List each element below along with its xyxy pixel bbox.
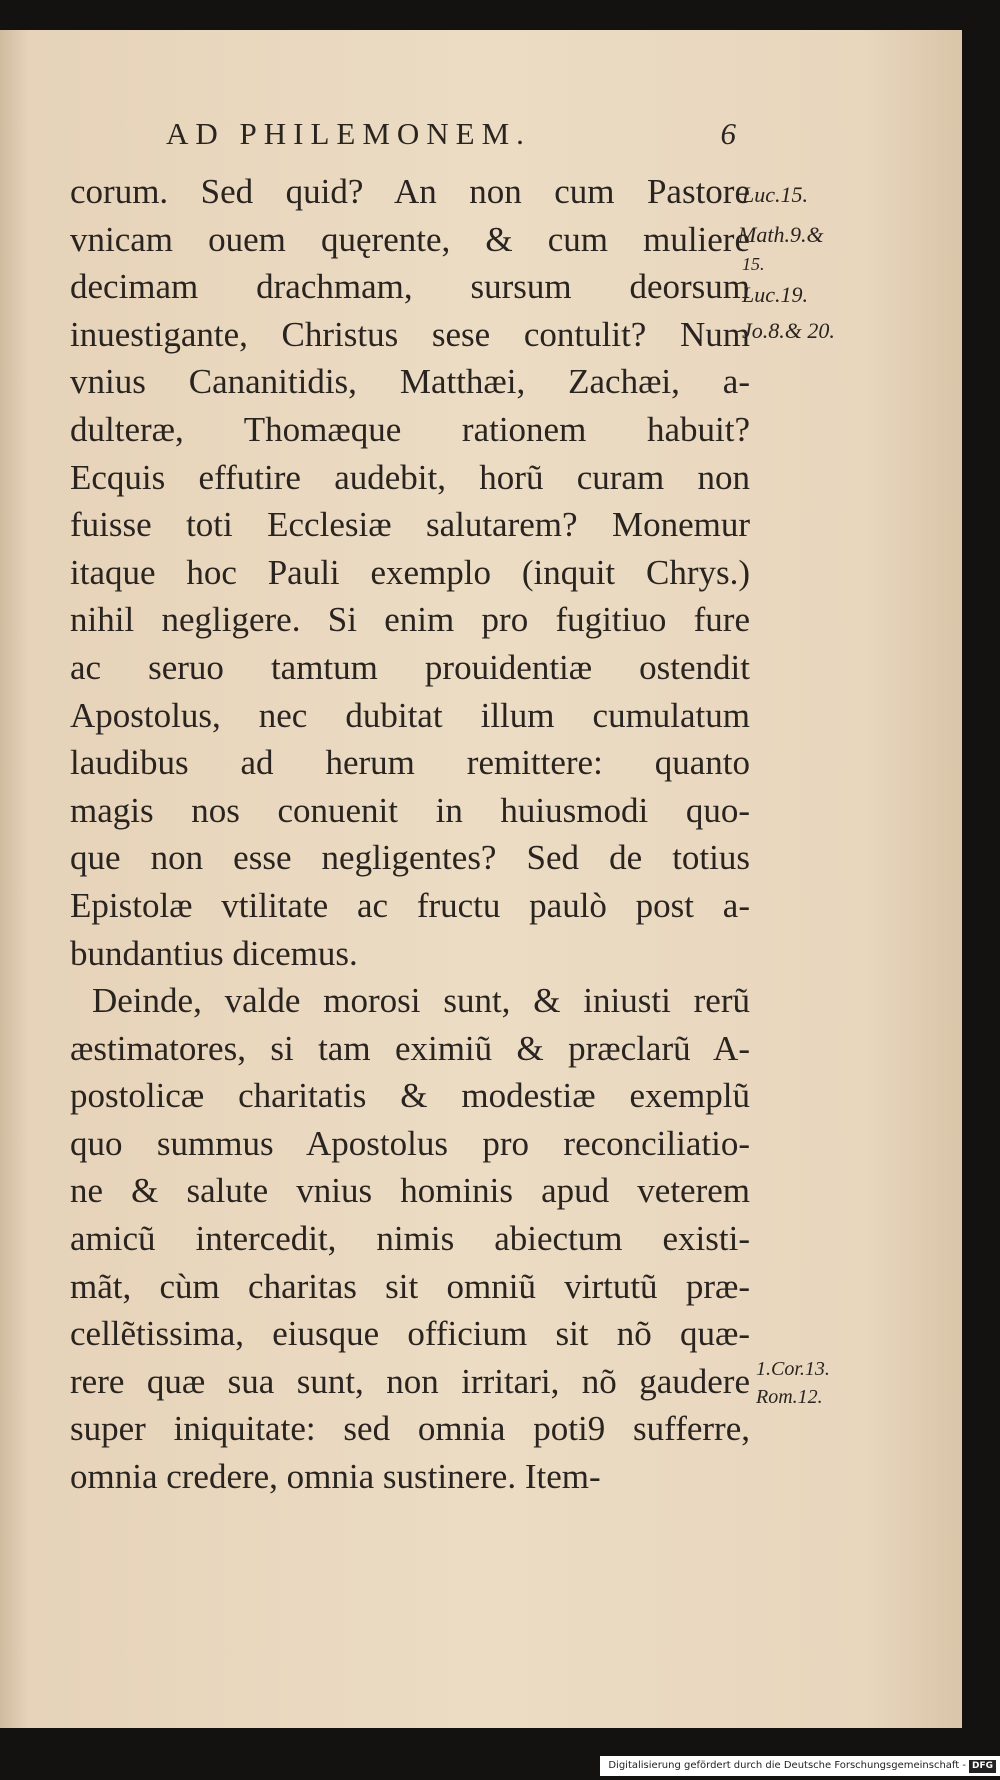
page-number: 6 bbox=[720, 116, 736, 151]
text-line: Deinde, valde morosi sunt, & iniusti rerũ bbox=[92, 981, 750, 1021]
text-line: rere quæ sua sunt, non irritari, nõ gaudere bbox=[70, 1361, 750, 1401]
text-line: decimam drachmam, sursum deorsum bbox=[70, 267, 750, 307]
marginal-note: Math.9.& bbox=[738, 222, 824, 247]
text-line: mãt, cùm charitas sit omniũ virtutũ præ- bbox=[70, 1266, 750, 1306]
text-line: corum. Sed quid? An non cum Pastore bbox=[70, 172, 750, 211]
text-line: inuestigante, Christus sese contulit? Num bbox=[70, 314, 750, 354]
text-line: magis nos conuenit in huiusmodi quo- bbox=[70, 790, 750, 830]
text-line: postolicæ charitatis & modestiæ exemplũ bbox=[70, 1076, 750, 1116]
text-line: Apostolus, nec dubitat illum cumulatum bbox=[70, 695, 750, 735]
credit-text: Digitalisierung gefördert durch die Deutsche Forschungsgemeinschaft - bbox=[608, 1760, 966, 1771]
text-line: cellẽtissima, eiusque officium sit nõ quæ- bbox=[70, 1314, 750, 1354]
marginal-note: Luc.15. bbox=[742, 182, 808, 207]
marginal-note: Rom.12. bbox=[756, 1386, 823, 1408]
text-line: vnius Cananitidis, Matthæi, Zachæi, a- bbox=[70, 362, 750, 402]
marginal-note: Luc.19. bbox=[742, 282, 808, 307]
text-line: laudibus ad herum remittere: quanto bbox=[70, 743, 750, 783]
running-header bbox=[166, 116, 786, 152]
text-line: nihil negligere. Si enim pro fugitiuo fure bbox=[70, 600, 750, 640]
text-line: fuisse toti Ecclesiæ salutarem? Monemur bbox=[70, 505, 750, 545]
text-line: dulteræ, Thomæque rationem habuit? bbox=[70, 409, 750, 449]
marginal-note: 15. bbox=[742, 254, 765, 274]
marginal-note: 1.Cor.13. bbox=[756, 1358, 830, 1380]
text-line: amicũ intercedit, nimis abiectum existi- bbox=[70, 1219, 750, 1259]
text-line: itaque hoc Pauli exemplo (inquit Chrys.) bbox=[70, 552, 750, 592]
running-title: AD PHILEMONEM. bbox=[166, 116, 531, 151]
text-line: omnia credere, omnia sustinere. Item- bbox=[70, 1457, 601, 1497]
text-line: bundantius dicemus. bbox=[70, 933, 358, 973]
body-text bbox=[70, 168, 750, 1501]
text-line: ac seruo tamtum prouidentiæ ostendit bbox=[70, 647, 750, 687]
text-line: Ecquis effutire audebit, horũ curam non bbox=[70, 457, 750, 497]
text-line: æstimatores, si tam eximiũ & præclarũ A- bbox=[70, 1028, 750, 1068]
text-line: que non esse negligentes? Sed de totius bbox=[70, 838, 750, 878]
dfg-logo: DFG bbox=[969, 1760, 996, 1773]
text-line: super iniquitate: sed omnia poti9 sufferre, bbox=[70, 1409, 750, 1449]
digitization-credit bbox=[600, 1756, 1000, 1776]
text-line: quo summus Apostolus pro reconciliatio- bbox=[70, 1123, 750, 1163]
marginal-note: Jo.8.& 20. bbox=[742, 318, 835, 343]
text-line: ne & salute vnius hominis apud veterem bbox=[70, 1171, 750, 1211]
text-line: Epistolæ vtilitate ac fructu paulò post a- bbox=[70, 885, 750, 925]
text-line: vnicam ouem quęrente, & cum muliere bbox=[70, 219, 750, 259]
